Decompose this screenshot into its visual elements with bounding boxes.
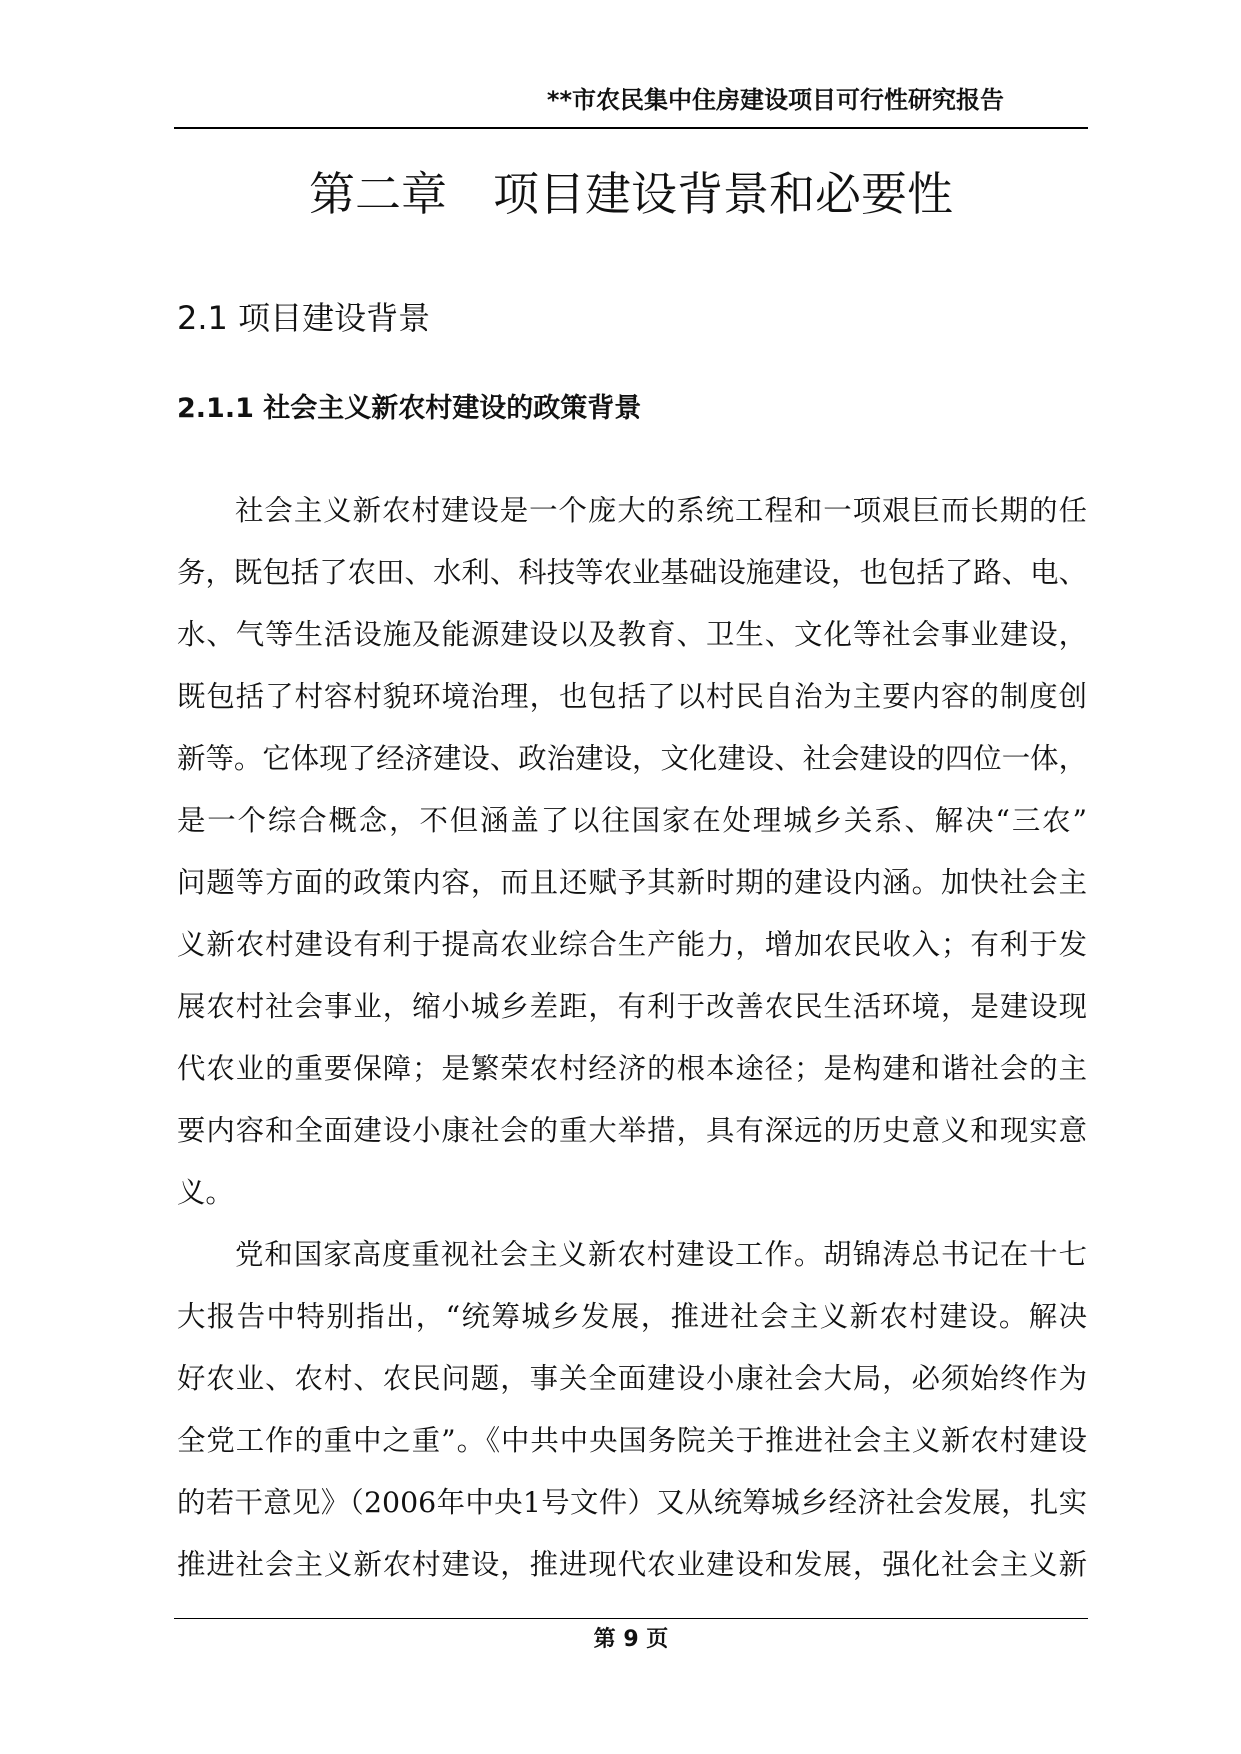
section-heading: 2.1 项目建设背景 — [177, 299, 431, 337]
subsection-heading: 2.1.1 社会主义新农村建设的政策背景 — [177, 393, 642, 424]
paragraph2-line: 党和国家高度重视社会主义新农村建设工作。胡锦涛总书记在十七 — [235, 1238, 1087, 1271]
paragraph2-line: 好农业、农村、农民问题，事关全面建设小康社会大局，必须始终作为 — [177, 1362, 1087, 1395]
paragraph2-line: 大报告中特别指出，“统筹城乡发展，推进社会主义新农村建设。解决 — [177, 1300, 1087, 1333]
paragraph1-line: 要内容和全面建设小康社会的重大举措，具有深远的历史意义和现实意 — [177, 1114, 1087, 1147]
page-number: 第 9 页 — [593, 1627, 669, 1652]
footer-rule — [174, 1618, 1088, 1619]
paragraph1-line: 义新农村建设有利于提高农业综合生产能力，增加农民收入；有利于发 — [177, 928, 1087, 961]
paragraph1-line: 社会主义新农村建设是一个庞大的系统工程和一项艰巨而长期的任 — [235, 494, 1087, 527]
paragraph2-line: 推进社会主义新农村建设，推进现代农业建设和发展，强化社会主义新 — [177, 1548, 1087, 1581]
running-header: **市农民集中住房建设项目可行性研究报告 — [546, 86, 1004, 114]
paragraph1-line: 水、气等生活设施及能源建设以及教育、卫生、文化等社会事业建设， — [177, 618, 1087, 651]
chapter-title: 第二章 项目建设背景和必要性 — [309, 167, 953, 221]
paragraph1-line: 务，既包括了农田、水利、科技等农业基础设施建设，也包括了路、电、 — [177, 556, 1087, 589]
paragraph1-line: 展农村社会事业，缩小城乡差距，有利于改善农民生活环境，是建设现 — [177, 990, 1087, 1023]
paragraph1-line: 新等。它体现了经济建设、政治建设，文化建设、社会建设的四位一体， — [177, 742, 1087, 775]
paragraph2-line: 全党工作的重中之重”。《中共中央国务院关于推进社会主义新农村建设 — [177, 1424, 1087, 1457]
paragraph1-line: 代农业的重要保障；是繁荣农村经济的根本途径；是构建和谐社会的主 — [177, 1052, 1087, 1085]
paragraph1-line: 问题等方面的政策内容，而且还赋予其新时期的建设内涵。加快社会主 — [177, 866, 1087, 899]
paragraph1-line: 既包括了村容村貌环境治理，也包括了以村民自治为主要内容的制度创 — [177, 680, 1087, 713]
body-text — [177, 480, 1087, 1596]
header-rule — [174, 127, 1088, 129]
paragraph2-line: 的若干意见》（2006年中央1号文件）又从统筹城乡经济社会发展，扎实 — [177, 1486, 1087, 1519]
paragraph1-line: 义。 — [177, 1176, 234, 1209]
paragraph1-line: 是一个综合概念，不但涵盖了以往国家在处理城乡关系、解决“三农” — [177, 804, 1087, 837]
